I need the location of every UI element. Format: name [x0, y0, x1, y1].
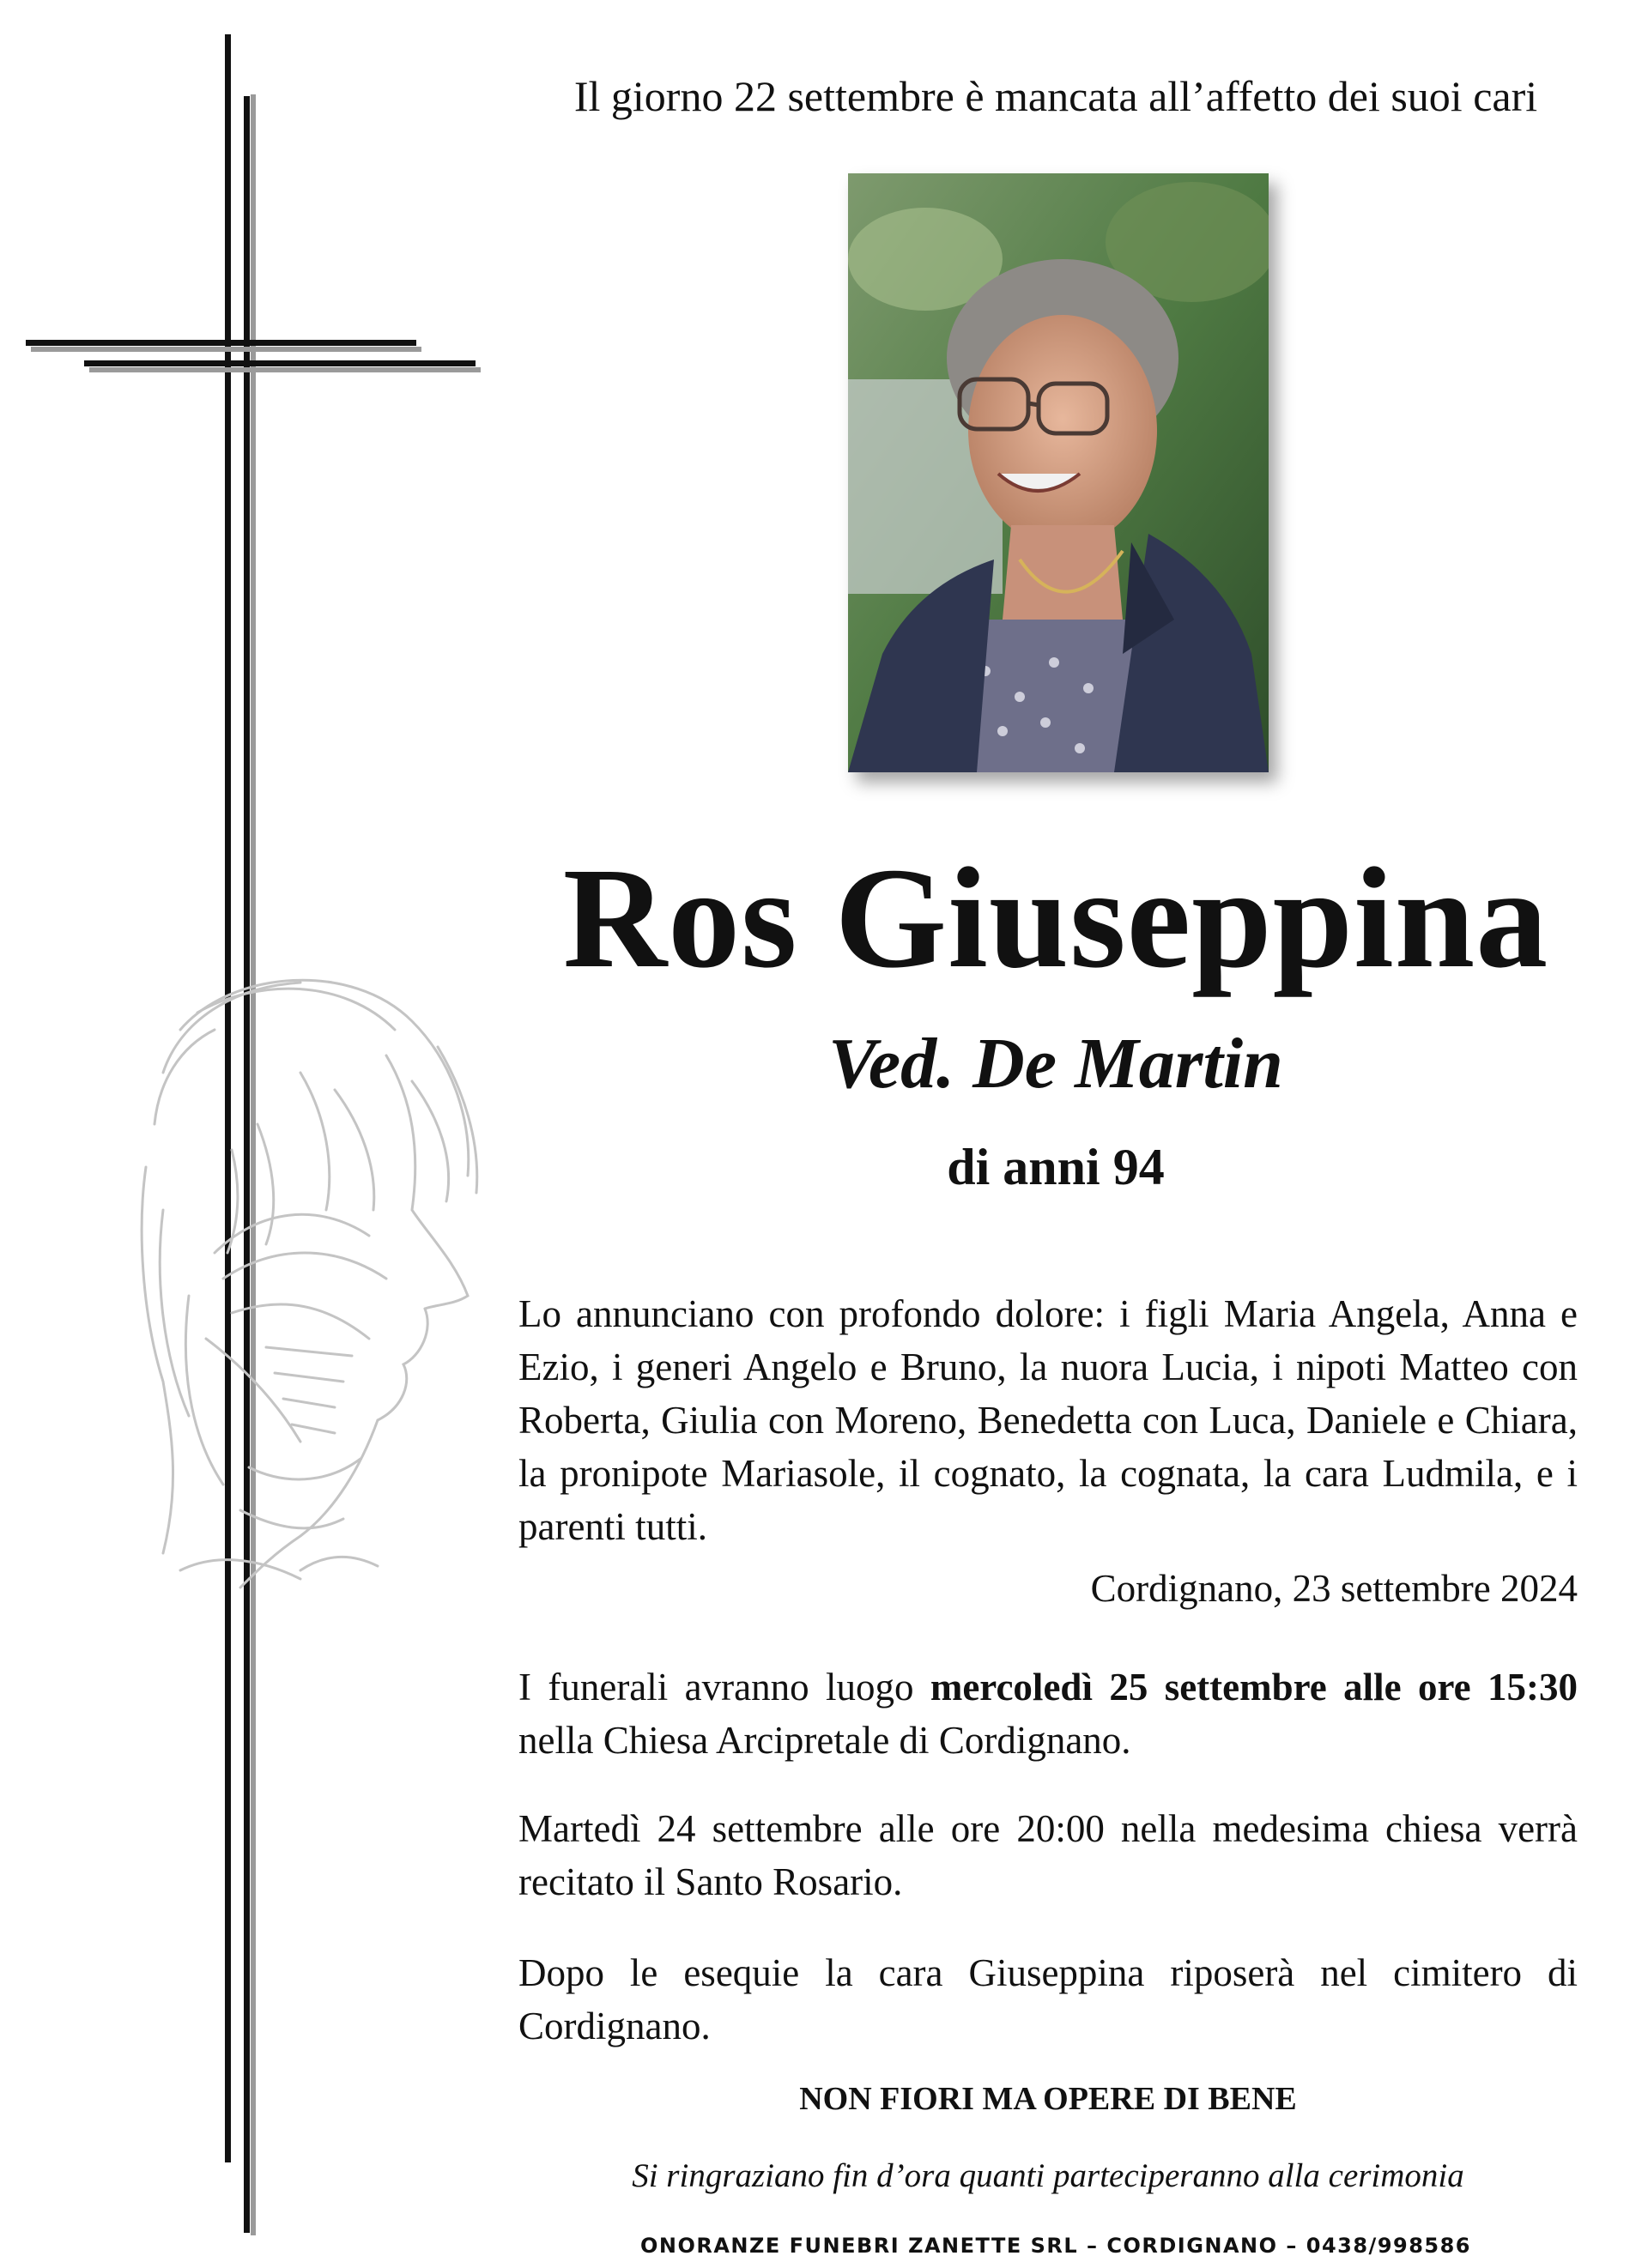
christ-sketch — [129, 953, 498, 1605]
funeral-suffix: nella Chiesa Arcipretale di Cordignano. — [518, 1719, 1131, 1762]
footer-funeral-home: ONORANZE FUNEBRI ZANETTE SRL – CORDIGNANO – 0438/998586 — [639, 2234, 1472, 2258]
announcement: Lo annunciano con profondo dolore: i figli Maria Angela, Anna e Ezio, i generi Angelo e Bruno, la nuora Lucia, i nipoti Matteo con Roberta, Giulia con Moreno, Benedetta con Luca, Daniele e Chiara, la pronipote Mariasole, il cognato, la cognata, la cara Ludmila, e i parenti tutti. — [518, 1292, 1578, 1548]
no-flowers: NON FIORI MA OPERE DI BENE — [799, 2081, 1297, 2117]
rosary-info: Martedì 24 settembre alle ore 20:00 nella medesima chiesa verrà recitato il Santo Rosario. — [518, 1807, 1578, 1903]
age: di anni 94 — [947, 1139, 1165, 1195]
burial-info: Dopo le esequie la cara Giuseppina riposerà nel cimitero di Cordignano. — [518, 1951, 1578, 2047]
funeral-when: mercoledì 25 settembre alle ore 15:30 — [930, 1666, 1578, 1709]
portrait-photo — [848, 173, 1269, 772]
deceased-name: Ros Giuseppina — [562, 838, 1549, 998]
funeral-prefix: I funerali avranno luogo — [518, 1666, 930, 1709]
intro-text: Il giorno 22 settembre è mancata all’affetto dei suoi cari — [573, 72, 1538, 120]
thanks: Si ringraziano fin d’ora quanti parteciperanno alla cerimonia — [632, 2157, 1464, 2194]
place-date: Cordignano, 23 settembre 2024 — [1090, 1567, 1578, 1610]
funeral-info — [518, 1660, 1578, 1767]
widow-of: Ved. De Martin — [828, 1024, 1283, 1104]
